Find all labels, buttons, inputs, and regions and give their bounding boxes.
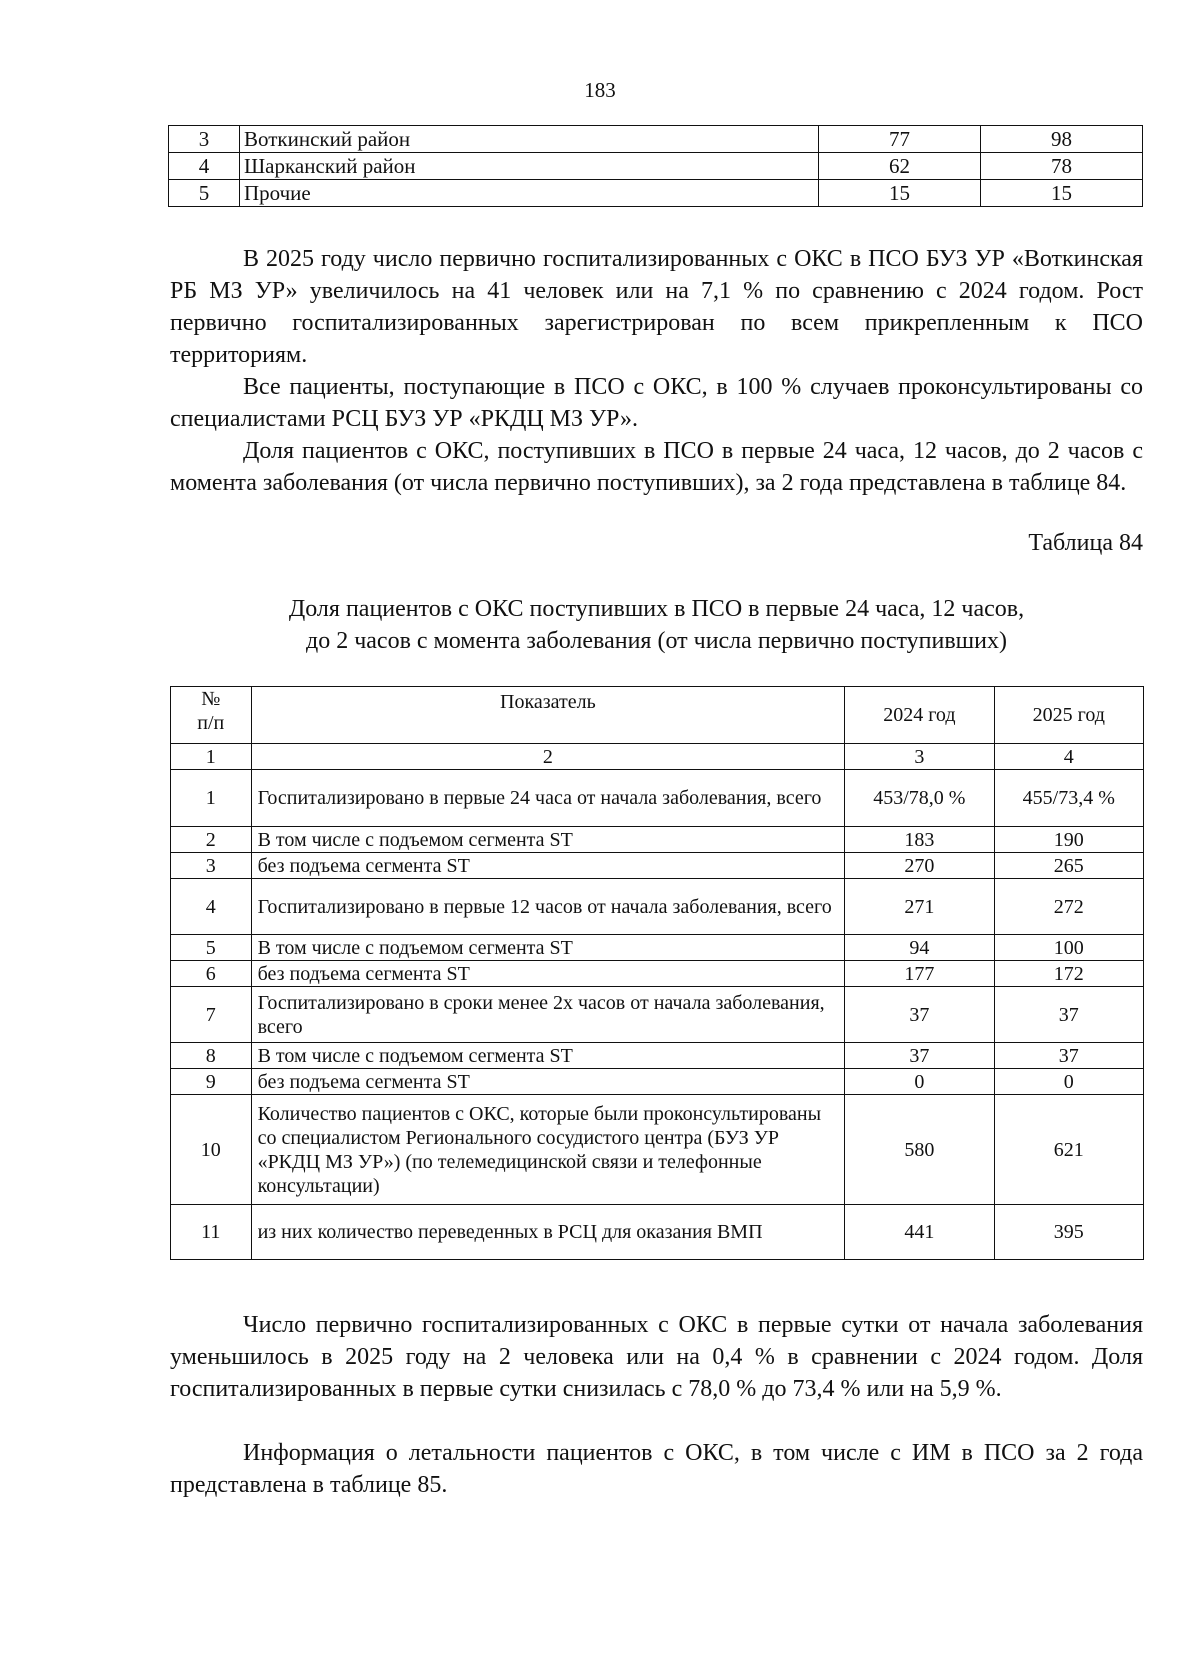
row-number: 9 — [171, 1069, 252, 1095]
table-row — [169, 153, 1143, 180]
paragraph-3: Доля пациентов с ОКС, поступивших в ПСО в первые 24 часа, 12 часов, до 2 часов с момента заболевания (от числа первично поступивших), за 2 года представлена в таблице 84. — [170, 438, 1143, 496]
row-number: 4 — [171, 879, 252, 935]
value-2025: 621 — [994, 1095, 1143, 1205]
row-number: 11 — [171, 1205, 252, 1260]
header-indicator: Показатель — [251, 687, 845, 744]
value-2025: 37 — [994, 987, 1143, 1043]
value-2025: 37 — [994, 1043, 1143, 1069]
value-2024: 441 — [845, 1205, 994, 1260]
header-num-abbr: п/п — [197, 712, 225, 734]
row-number: 4 — [169, 153, 240, 180]
table-row — [171, 1069, 1144, 1095]
table-row — [171, 987, 1144, 1043]
paragraph-1: В 2025 году число первично госпитализированных с ОКС в ПСО БУЗ УР «Воткинская РБ МЗ УР» увеличилось на 41 человек или на 7,1 % по сравнению с 2024 годом. Рост первично госпитализированных зарегистрирован по всем прикрепленным к ПСО территориям. — [170, 246, 1143, 368]
value-2025: 15 — [981, 180, 1143, 207]
header-2025: 2025 год — [994, 687, 1143, 744]
table-row — [171, 827, 1144, 853]
table-title-line: до 2 часов с момента заболевания (от числа первично поступивших) — [305, 628, 1007, 654]
value-2024: 0 — [845, 1069, 994, 1095]
value-2024: 183 — [845, 827, 994, 853]
value-2024: 37 — [845, 1043, 994, 1069]
table-84 — [170, 686, 1144, 1260]
table-row — [171, 935, 1144, 961]
value-2025: 190 — [994, 827, 1143, 853]
row-indicator: без подъема сегмента ST — [251, 853, 845, 879]
table-row — [171, 770, 1144, 827]
column-number: 4 — [994, 744, 1143, 770]
value-2025: 98 — [981, 126, 1143, 153]
district-name: Шарканский район — [240, 153, 819, 180]
row-indicator: Количество пациентов с ОКС, которые были проконсультированы со специалистом Регионального сосудистого центра (БУЗ УР «РКДЦ МЗ УР») (по телемедицинской связи и телефонные консультации) — [251, 1095, 845, 1205]
row-indicator: из них количество переведенных в РСЦ для оказания ВМП — [251, 1205, 845, 1260]
header-row — [171, 687, 1144, 744]
row-indicator: В том числе с подъемом сегмента ST — [251, 827, 845, 853]
row-number: 7 — [171, 987, 252, 1043]
value-2024: 37 — [845, 987, 994, 1043]
table-row — [171, 1205, 1144, 1260]
row-indicator: без подъема сегмента ST — [251, 1069, 845, 1095]
value-2025: 395 — [994, 1205, 1143, 1260]
value-2024: 77 — [819, 126, 981, 153]
header-num — [171, 687, 252, 744]
paragraph-5: Информация о летальности пациентов с ОКС, в том числе с ИМ в ПСО за 2 года представлена в таблице 85. — [170, 1440, 1143, 1498]
value-2024: 580 — [845, 1095, 994, 1205]
table-row — [171, 853, 1144, 879]
row-number: 5 — [169, 180, 240, 207]
row-number: 5 — [171, 935, 252, 961]
value-2024: 177 — [845, 961, 994, 987]
column-number: 1 — [171, 744, 252, 770]
table-row — [171, 1095, 1144, 1205]
table-title-line: Доля пациентов с ОКС поступивших в ПСО в первые 24 часа, 12 часов, — [288, 596, 1025, 622]
value-2025: 78 — [981, 153, 1143, 180]
row-number: 6 — [171, 961, 252, 987]
value-2025: 0 — [994, 1069, 1143, 1095]
table-row — [169, 180, 1143, 207]
value-2024: 15 — [819, 180, 981, 207]
district-name: Прочие — [240, 180, 819, 207]
paragraph-4: Число первично госпитализированных с ОКС в первые сутки от начала заболевания уменьшилось в 2025 году на 2 человека или на 0,4 % в сравнении с 2024 годом. Доля госпитализированных в первые сутки снизилась с 78,0 % до 73,4 % или на 5,9 %. — [170, 1312, 1143, 1402]
value-2024: 270 — [845, 853, 994, 879]
continuation-table — [168, 125, 1143, 207]
row-indicator: без подъема сегмента ST — [251, 961, 845, 987]
column-number: 2 — [251, 744, 845, 770]
row-indicator: Госпитализировано в первые 24 часа от начала заболевания, всего — [251, 770, 845, 827]
table-row — [171, 961, 1144, 987]
header-2024: 2024 год — [845, 687, 994, 744]
table-title — [170, 593, 1143, 657]
value-2024: 271 — [845, 879, 994, 935]
table-row — [169, 126, 1143, 153]
value-2025: 100 — [994, 935, 1143, 961]
row-indicator: В том числе с подъемом сегмента ST — [251, 935, 845, 961]
column-number-row — [171, 744, 1144, 770]
row-number: 1 — [171, 770, 252, 827]
page-number: 183 — [584, 78, 616, 102]
table-row — [171, 879, 1144, 935]
header-num-symbol: № — [201, 688, 221, 710]
row-number: 8 — [171, 1043, 252, 1069]
column-number: 3 — [845, 744, 994, 770]
value-2025: 265 — [994, 853, 1143, 879]
table-row — [171, 1043, 1144, 1069]
row-indicator: В том числе с подъемом сегмента ST — [251, 1043, 845, 1069]
table-label: Таблица 84 — [1028, 530, 1143, 556]
value-2025: 272 — [994, 879, 1143, 935]
value-2024: 62 — [819, 153, 981, 180]
paragraph-2: Все пациенты, поступающие в ПСО с ОКС, в 100 % случаев проконсультированы со специалистами РСЦ БУЗ УР «РКДЦ МЗ УР». — [170, 374, 1143, 432]
district-name: Воткинский район — [240, 126, 819, 153]
value-2024: 453/78,0 % — [845, 770, 994, 827]
row-number: 2 — [171, 827, 252, 853]
row-number: 3 — [171, 853, 252, 879]
row-number: 10 — [171, 1095, 252, 1205]
value-2025: 172 — [994, 961, 1143, 987]
row-indicator: Госпитализировано в сроки менее 2х часов от начала заболевания, всего — [251, 987, 845, 1043]
row-indicator: Госпитализировано в первые 12 часов от начала заболевания, всего — [251, 879, 845, 935]
value-2025: 455/73,4 % — [994, 770, 1143, 827]
row-number: 3 — [169, 126, 240, 153]
value-2024: 94 — [845, 935, 994, 961]
